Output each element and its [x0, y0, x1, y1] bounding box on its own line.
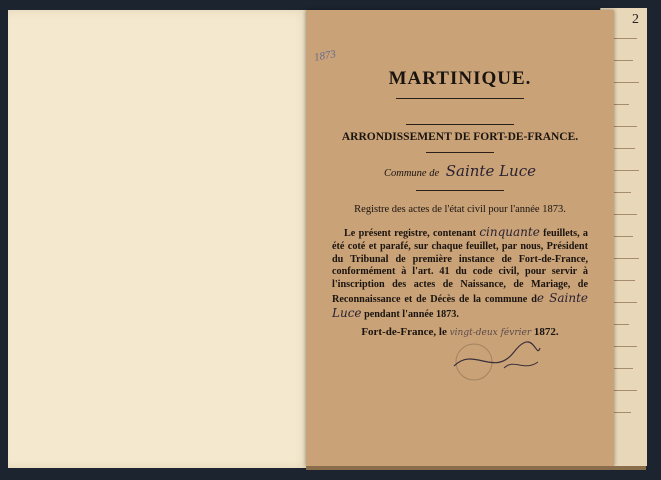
- divider: [406, 124, 514, 125]
- place-text: Fort-de-France, le: [361, 326, 447, 338]
- signature-and-stamp: [444, 338, 544, 384]
- year-text: 1872.: [533, 326, 559, 338]
- arrondissement-heading: ARRONDISSEMENT DE FORT-DE-FRANCE.: [341, 131, 579, 143]
- paragraph-text: feuillets, a été coté et parafé, sur chaque feuillet, par nous, Président du Tribunal de première instance de Fort-de-France, conformément à l'art. 41 du code civil, pour servir à l'inscription des actes de Naissance, de Mariage, de Reconnaissance et de Décès de la commune d: [332, 228, 589, 305]
- blank-left-page: [8, 10, 310, 468]
- paragraph-text: Le présent registre, contenant: [344, 228, 477, 239]
- commune-handwritten: e Sainte Luce: [332, 290, 588, 320]
- date-handwritten: vingt-deux février: [449, 328, 532, 338]
- divider: [416, 190, 504, 191]
- divider: [396, 98, 524, 99]
- register-line: Registre des actes de l'état civil pour l'année 1873.: [354, 204, 566, 215]
- commune-name-handwritten: Sainte Luce: [445, 162, 536, 180]
- leaf-count-handwritten: cinquante: [479, 225, 540, 239]
- corner-pencil-note: 1873: [313, 48, 337, 64]
- page-title: MARTINIQUE.: [388, 68, 532, 89]
- commune-line: [306, 162, 614, 180]
- commune-label: Commune de: [384, 168, 440, 179]
- divider: [426, 152, 494, 153]
- paragraph-text: pendant l'année 1873.: [364, 308, 459, 320]
- book-edge: [306, 466, 646, 470]
- certification-paragraph: [332, 226, 588, 322]
- register-cover-page: [306, 10, 614, 466]
- page-number: 2: [632, 12, 639, 27]
- place-and-date: [306, 326, 614, 338]
